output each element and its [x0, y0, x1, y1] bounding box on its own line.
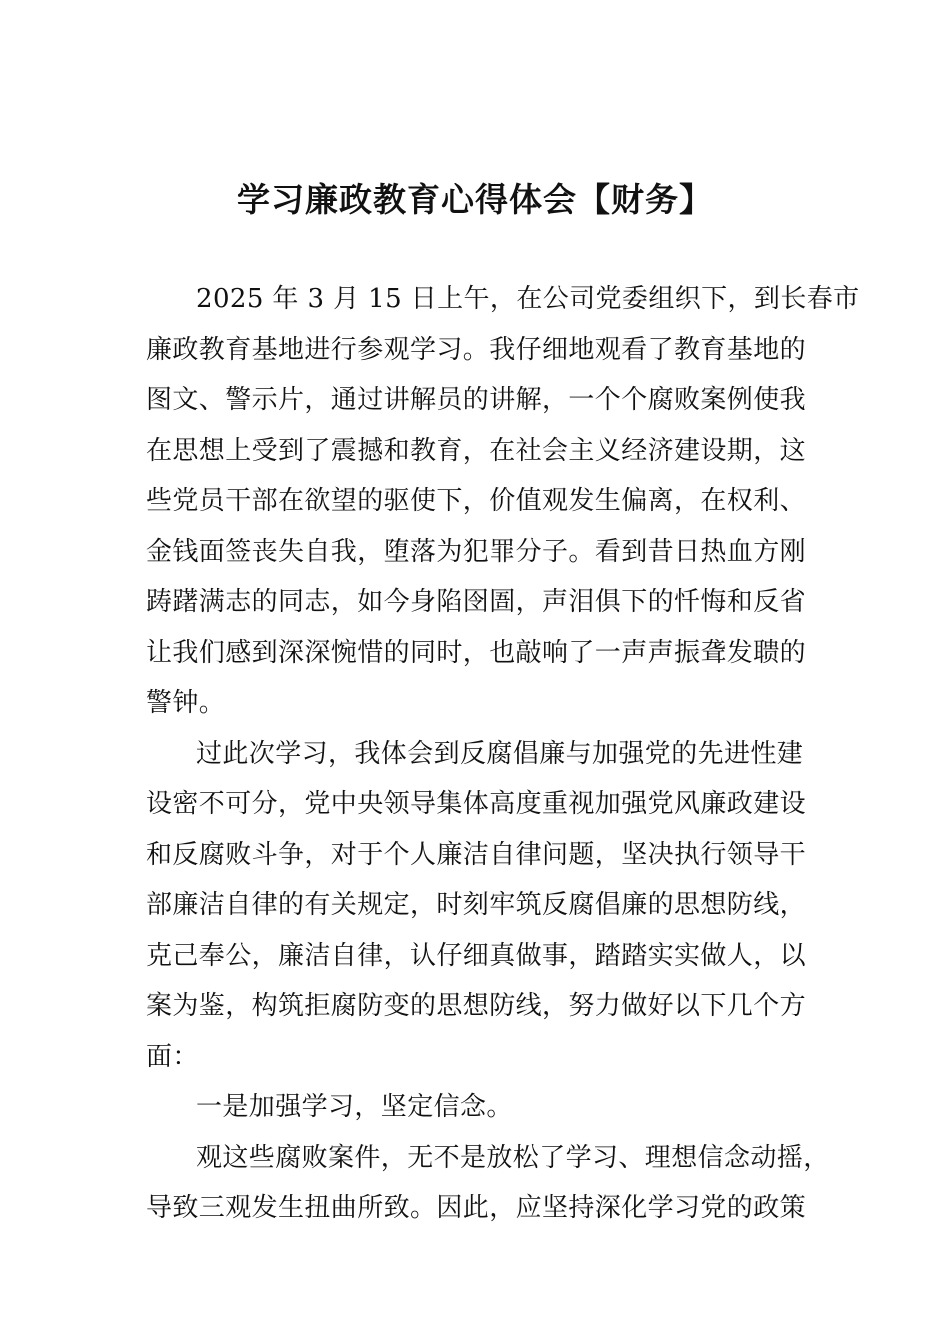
paragraph-line: 廉政教育基地进行参观学习。我仔细地观看了教育基地的 [146, 334, 807, 365]
paragraph-line: 踌躇满志的同志，如今身陷囹圄，声泪俱下的忏悔和反省 [146, 587, 807, 617]
paragraph-line: 设密不可分，党中央领导集体高度重视加强党风廉政建设 [146, 789, 807, 819]
paragraph-line: 金钱面签丧失自我，堕落为犯罪分子。看到昔日热血方刚 [146, 536, 807, 567]
document-body [146, 274, 860, 1234]
paragraph-line: 克己奉公，廉洁自律，认仔细真做事，踏踏实实做人，以 [146, 940, 807, 971]
paragraph-line: 和反腐败斗争，对于个人廉洁自律问题，坚决执行领导干 [146, 839, 807, 870]
paragraph-line: 在思想上受到了震撼和教育，在社会主义经济建设期，这 [146, 435, 807, 466]
paragraph-line: 部廉洁自律的有关规定，时刻牢筑反腐倡廉的思想防线， [146, 890, 807, 920]
paragraph-line: 面： [146, 1041, 199, 1072]
paragraph-line: 警钟。 [146, 688, 226, 718]
paragraph-line: 些党员干部在欲望的驱使下，价值观发生偏离，在权利、 [146, 486, 807, 516]
paragraph-line: 一是加强学习，坚定信念。 [196, 1092, 513, 1122]
paragraph-line: 导致三观发生扭曲所致。因此，应坚持深化学习党的政策 [146, 1193, 807, 1223]
paragraph-line: 2025 年 3 月 15 日上午，在公司党委组织下，到长春市 [196, 284, 860, 314]
document-title: 学习廉政教育心得体会【财务】 [237, 180, 713, 219]
paragraph-line: 案为鉴，构筑拒腐防变的思想防线，努力做好以下几个方 [146, 991, 807, 1021]
paragraph-line: 图文、警示片，通过讲解员的讲解，一个个腐败案例使我 [146, 385, 807, 415]
paragraph-line: 观这些腐败案件，无不是放松了学习、理想信念动摇， [196, 1142, 830, 1173]
paragraph-line: 让我们感到深深惋惜的同时，也敲响了一声声振聋发聩的 [146, 637, 807, 668]
paragraph-line: 过此次学习，我体会到反腐倡廉与加强党的先进性建 [196, 738, 804, 769]
